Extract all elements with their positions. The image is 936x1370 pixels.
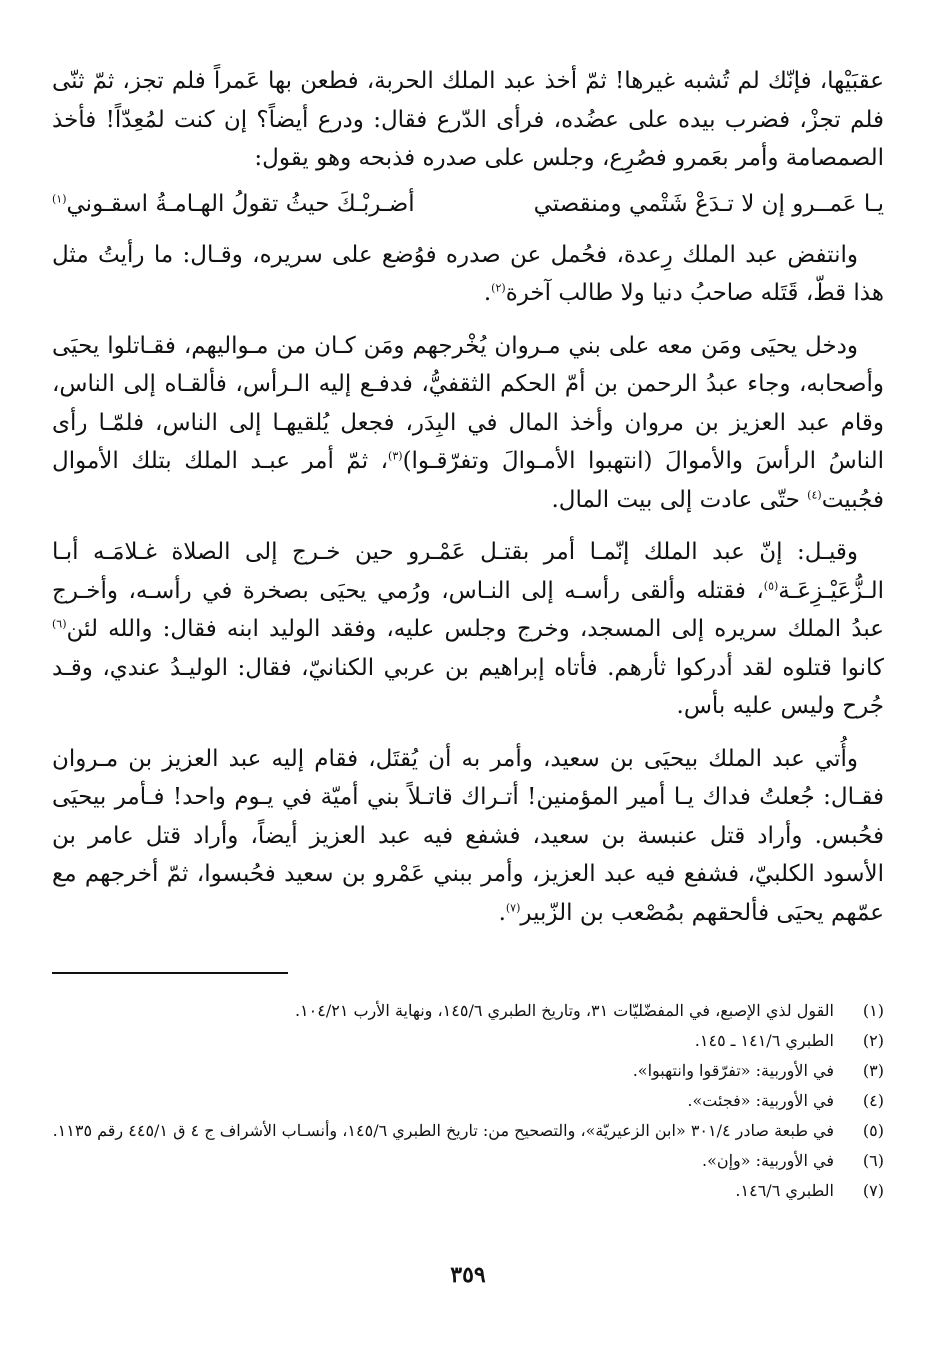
- footnote-ref-2: (٢): [491, 281, 506, 295]
- paragraph-1-text: عقبَيْها، فإنّك لم تُشبه غيرها! ثمّ أخذ عبد الملك الحربة، فطعن بها عَمراً فلم تجز، ثمّ ثنّى فلم تجزْ، فضرب بيده على عضُده، فرأى الدّرع فقال: ودرع أيضاً؟ إن كنت لمُعِدّاً! فأخذ الصمصامة وأمر بعَمرو فصُرِع، وجلس على صدره فذبحه وهو يقول:: [52, 68, 884, 171]
- footnote-text: في الأوربية: «فجئت».: [687, 1091, 834, 1110]
- footnote: [52, 1116, 884, 1146]
- paragraph-4-text-a: وقيـل: إنّ عبد الملك إنّمـا أمر بقتـل عَمْـرو حين خـرج إلى الصلاة غـلامَـه أبـا الـزُّعَيْـزِعَـة: [52, 539, 884, 604]
- paragraph-2-end: .: [483, 280, 492, 306]
- footnote: [52, 1026, 884, 1056]
- paragraph-5: [52, 740, 884, 933]
- paragraph-2-text: وانتفض عبد الملك رِعدة، فحُمل عن صدره فوُضع على سريره، وقـال: ما رأيتُ مثل هذا قطّ، قَتَله صاحبُ دنيا ولا طالب آخرة: [52, 241, 884, 306]
- footnote-ref-6: (٦): [52, 617, 67, 631]
- paragraph-2: [52, 236, 884, 313]
- paragraph-4-text-c: كانوا قتلوه لقد أدركوا ثأرهم. فأتاه إبراهيم بن عربي الكنانيّ، فقال: الوليـدُ عندي، وقـد جُرح وليس عليه بأس.: [52, 654, 884, 719]
- main-text: [52, 62, 884, 932]
- footnote: [52, 1086, 884, 1116]
- footnote-number: (٥): [862, 1121, 884, 1140]
- paragraph-5-end: .: [498, 899, 506, 926]
- footnote: [52, 1176, 884, 1206]
- footnote-text: في الأوربية: «وإن».: [701, 1151, 834, 1170]
- footnote-number: (٧): [862, 1181, 884, 1200]
- footnote: [52, 996, 884, 1026]
- footnote-number: (٦): [862, 1151, 884, 1170]
- verse-second-hemistich-wrap: [52, 184, 415, 224]
- poetry-verse: [52, 184, 884, 224]
- paragraph-4: [52, 533, 884, 726]
- footnote-text: القول لذي الإصبع، في المفضّليّات ٣١، وتاريخ الطبري ١٤٥/٦، ونهاية الأرب ١٠٤/٢١.: [294, 1001, 834, 1020]
- paragraph-3-text-b: ، ثمّ أمر عبـد الملك بتلك الأموال فجُبيت: [52, 448, 884, 513]
- verse-first-hemistich: يـا عَمــرو إن لا تـدَعْ شَتْمي ومنقصتي: [533, 190, 884, 217]
- verse-second-hemistich: أضـربْـكَ حيثُ تقولُ الهـامـةُ اسقـوني: [66, 190, 415, 217]
- footnote-text: الطبري ١٤١/٦ ـ ١٤٥.: [694, 1031, 834, 1050]
- page-number: ٣٥٩: [450, 1262, 486, 1288]
- footnote-ref-3: (٣): [388, 449, 403, 463]
- footnote-text: في الأوربية: «تفرّقوا وانتهبوا».: [632, 1061, 834, 1080]
- footnote-separator: [52, 972, 288, 974]
- footnote-number: (١): [862, 1001, 884, 1020]
- footnote-ref-5: (٥): [763, 578, 779, 592]
- paragraph-3: [52, 327, 884, 520]
- footnote-ref-1: (١): [52, 191, 67, 205]
- paragraph-3-text-a: ودخل يحيَى ومَن معه على بني مـروان يُخْرجهم ومَن كـان من مـواليهم، فقـاتلوا يحيَى وأصحابه، وجاء عبدُ الرحمن بن أمّ الحكم الثقفيُّ، فدفـع إليه الـرأس، فألقـاه إلى الناس، وقام عبد العزيز بن مروان وأخذ المال في البِدَر، فجعل يُلقيهـا إلى الناس، فلمّـا رأى الناسُ الرأسَ والأموالَ (انتهبوا الأمـوالَ وتفرّقـوا): [52, 332, 884, 474]
- footnote-ref-4: (٤): [807, 487, 822, 501]
- footnote-text: في طبعة صادر ٣٠١/٤ «ابن الزعيريّة»، والتصحيح من: تاريخ الطبري ١٤٥/٦، وأنسـاب الأشراف ج ٤ ق ٤٤٥/١ رقم ١١٣٥.: [52, 1121, 834, 1140]
- footnote-number: (٣): [862, 1061, 884, 1080]
- paragraph-5-text: وأُتي عبد الملك بيحيَى بن سعيد، وأمر به أن يُقتَل، فقام إليه عبد العزيز بن مـروان فقـال: جُعلتُ فداك يـا أمير المؤمنين! أتـراك قاتـلاً بني أميّة في يـوم واحد! فـأمر بيحيَى فحُبس. وأراد قتل عنبسة بن سعيد، فشفع فيه عبد العزيز أيضاً، وأراد قتل عامر بن الأسود الكلبيّ، فشفع فيه عبد العزيز، وأمر ببني عَمْرو بن سعيد فحُبسوا، ثمّ أخرجهم مع عمّهم يحيَى فألحقهم بمُصْعب بن الزّبير: [52, 745, 884, 926]
- footnote: [52, 1056, 884, 1086]
- paragraph-1: [52, 62, 884, 178]
- footnote-ref-7: (٧): [505, 900, 521, 914]
- paragraph-4-text-b: ، فقتله وألقى رأسـه إلى النـاس، ورُمي يحيَى بصخرة في رأسـه، وأخـرج عبدُ الملك سريره إلى المسجد، وخرج وجلس عليه، وفقد الوليد ابنه فقال: والله لئن: [52, 577, 884, 642]
- footnote-number: (٤): [862, 1091, 884, 1110]
- footnotes: [52, 996, 884, 1206]
- paragraph-3-text-c: حتّى عادت إلى بيت المال.: [551, 486, 808, 513]
- footnote-text: الطبري ١٤٦/٦.: [735, 1181, 834, 1200]
- footnote-number: (٢): [862, 1031, 884, 1050]
- footnote: [52, 1146, 884, 1176]
